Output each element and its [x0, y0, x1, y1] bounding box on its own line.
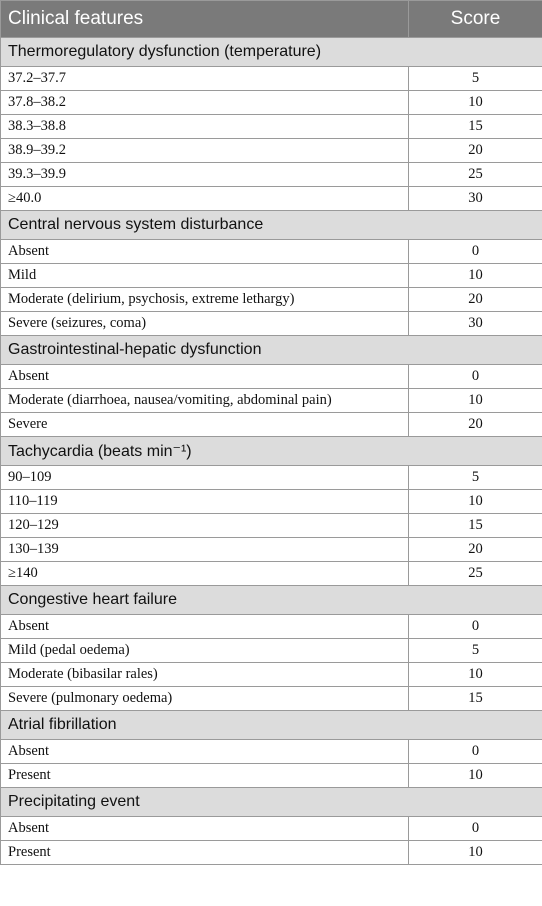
table-row	[1, 764, 542, 788]
feature-label: Present	[1, 764, 409, 788]
table-row	[1, 639, 542, 663]
header-score: Score	[409, 1, 542, 38]
score-value: 25	[409, 562, 542, 586]
feature-label: Moderate (delirium, psychosis, extreme lethargy)	[1, 288, 409, 312]
score-value: 10	[409, 264, 542, 288]
score-value: 15	[409, 514, 542, 538]
section-title: Precipitating event	[1, 788, 542, 817]
table-row	[1, 187, 542, 211]
feature-label: 38.3–38.8	[1, 115, 409, 139]
header-clinical-features: Clinical features	[1, 1, 409, 38]
feature-label: Mild (pedal oedema)	[1, 639, 409, 663]
feature-label: Severe	[1, 413, 409, 437]
section-title: Atrial fibrillation	[1, 711, 542, 740]
table-row	[1, 67, 542, 91]
score-value: 10	[409, 490, 542, 514]
table-row	[1, 288, 542, 312]
section-title: Congestive heart failure	[1, 586, 542, 615]
score-value: 30	[409, 312, 542, 336]
score-value: 5	[409, 639, 542, 663]
table-row	[1, 312, 542, 336]
table-row	[1, 115, 542, 139]
score-value: 0	[409, 817, 542, 841]
score-value: 25	[409, 163, 542, 187]
table-row	[1, 91, 542, 115]
section-header-row	[1, 711, 542, 740]
table-row	[1, 615, 542, 639]
feature-label: Present	[1, 841, 409, 865]
score-value: 20	[409, 288, 542, 312]
section-header-row	[1, 211, 542, 240]
feature-label: Severe (pulmonary oedema)	[1, 687, 409, 711]
table-body	[1, 38, 542, 865]
table-row	[1, 413, 542, 437]
score-value: 0	[409, 365, 542, 389]
feature-label: 130–139	[1, 538, 409, 562]
section-title: Central nervous system disturbance	[1, 211, 542, 240]
section-header-row	[1, 586, 542, 615]
feature-label: 38.9–39.2	[1, 139, 409, 163]
section-header-row	[1, 788, 542, 817]
score-value: 10	[409, 663, 542, 687]
table-row	[1, 740, 542, 764]
table-row	[1, 365, 542, 389]
feature-label: Mild	[1, 264, 409, 288]
score-value: 5	[409, 67, 542, 91]
table-row	[1, 663, 542, 687]
table-row	[1, 514, 542, 538]
feature-label: 37.8–38.2	[1, 91, 409, 115]
score-value: 15	[409, 115, 542, 139]
section-title: Tachycardia (beats min⁻¹)	[1, 437, 542, 466]
score-value: 20	[409, 139, 542, 163]
feature-label: Severe (seizures, coma)	[1, 312, 409, 336]
score-value: 5	[409, 466, 542, 490]
score-value: 0	[409, 740, 542, 764]
feature-label: 37.2–37.7	[1, 67, 409, 91]
score-value: 0	[409, 240, 542, 264]
score-value: 20	[409, 413, 542, 437]
feature-label: 90–109	[1, 466, 409, 490]
feature-label: Absent	[1, 240, 409, 264]
feature-label: Moderate (diarrhoea, nausea/vomiting, abdominal pain)	[1, 389, 409, 413]
table-row	[1, 389, 542, 413]
table-row	[1, 687, 542, 711]
section-title: Thermoregulatory dysfunction (temperature)	[1, 38, 542, 67]
score-value: 0	[409, 615, 542, 639]
feature-label: ≥140	[1, 562, 409, 586]
score-value: 15	[409, 687, 542, 711]
table-row	[1, 163, 542, 187]
feature-label: 39.3–39.9	[1, 163, 409, 187]
section-header-row	[1, 437, 542, 466]
score-value: 30	[409, 187, 542, 211]
feature-label: ≥40.0	[1, 187, 409, 211]
score-value: 10	[409, 764, 542, 788]
section-header-row	[1, 336, 542, 365]
feature-label: Absent	[1, 365, 409, 389]
feature-label: 120–129	[1, 514, 409, 538]
score-value: 10	[409, 841, 542, 865]
table-row	[1, 490, 542, 514]
table-row	[1, 264, 542, 288]
section-title: Gastrointestinal-hepatic dysfunction	[1, 336, 542, 365]
feature-label: Absent	[1, 817, 409, 841]
feature-label: Absent	[1, 615, 409, 639]
table-row	[1, 139, 542, 163]
feature-label: Moderate (bibasilar rales)	[1, 663, 409, 687]
table-row	[1, 466, 542, 490]
feature-label: 110–119	[1, 490, 409, 514]
header-row	[1, 1, 542, 38]
score-value: 10	[409, 91, 542, 115]
table-row	[1, 240, 542, 264]
section-header-row	[1, 38, 542, 67]
score-value: 10	[409, 389, 542, 413]
feature-label: Absent	[1, 740, 409, 764]
score-value: 20	[409, 538, 542, 562]
table-row	[1, 562, 542, 586]
table-row	[1, 817, 542, 841]
table-row	[1, 841, 542, 865]
table-row	[1, 538, 542, 562]
